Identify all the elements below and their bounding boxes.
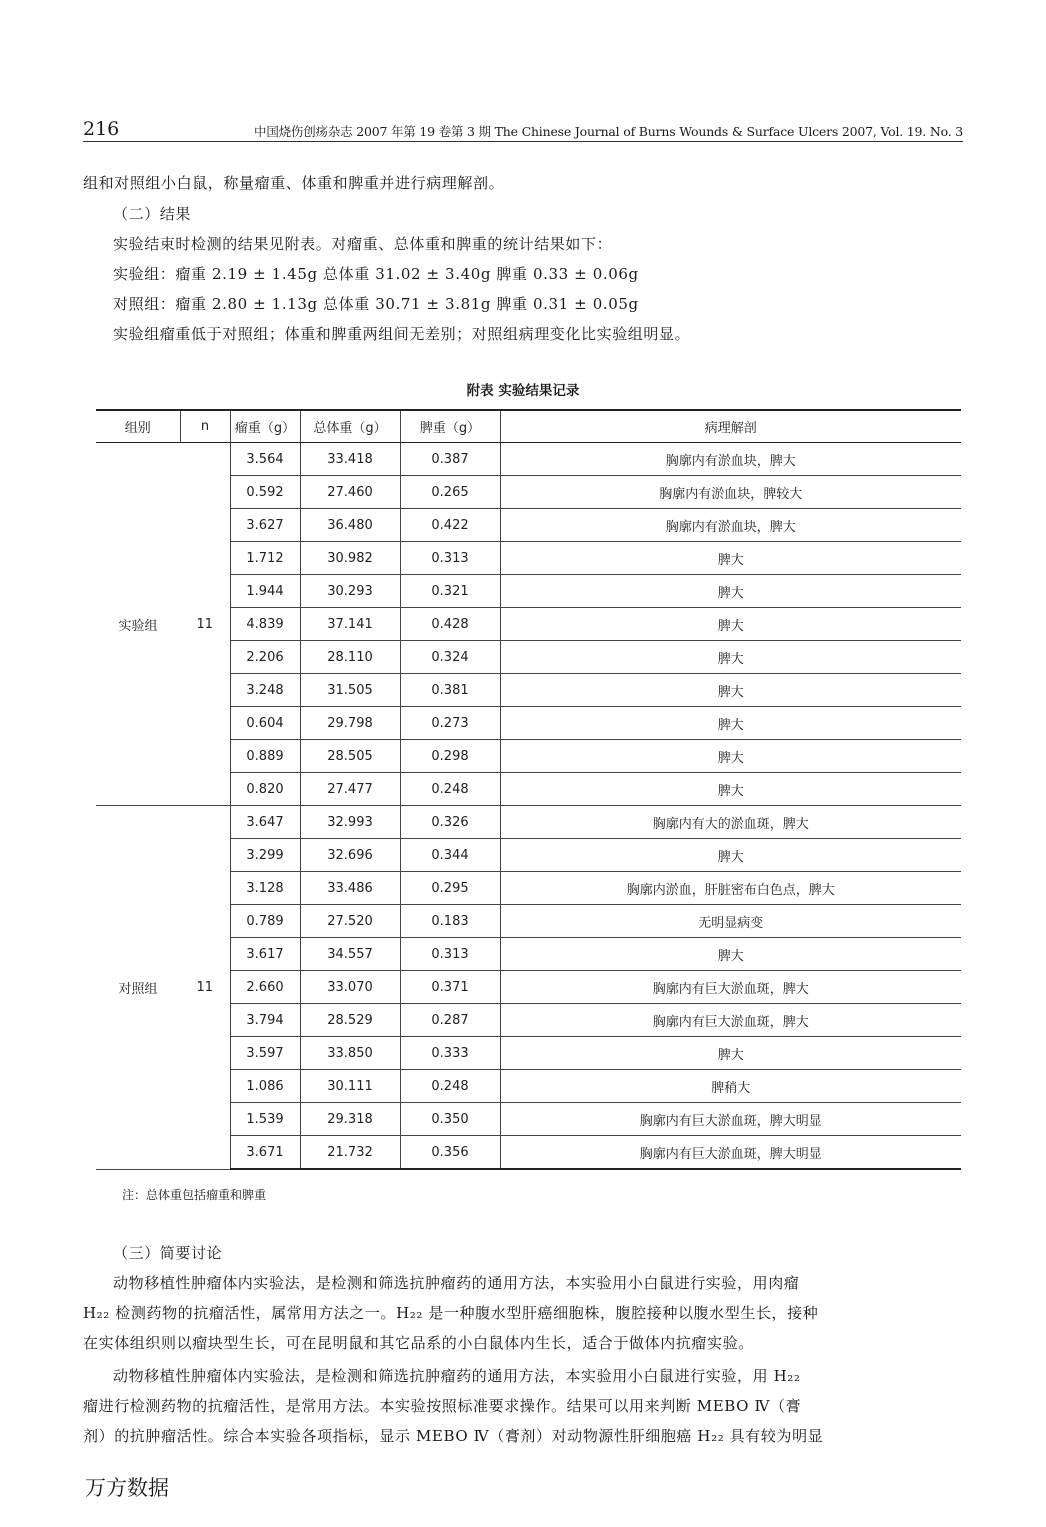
- tumor-weight-cell: 0.889: [230, 740, 300, 773]
- tumor-weight-cell: 3.299: [230, 839, 300, 872]
- paragraph-line: 在实体组织则以瘤块型生长，可在昆明鼠和其它品系的小白鼠体内生长，适合于做体内抗瘤实验。: [83, 1334, 754, 1352]
- paragraph-line: H₂₂ 检测药物的抗瘤活性，属常用方法之一。H₂₂ 是一种腹水型肝癌细胞株，腹腔接种以腹水型生长，接种: [83, 1304, 819, 1322]
- spleen-weight-cell: 0.326: [400, 806, 500, 839]
- body-weight-cell: 30.982: [300, 542, 400, 575]
- pathology-cell: 胸廓内有淤血块，脾大: [500, 443, 961, 476]
- table-body: [96, 443, 961, 1170]
- tumor-weight-cell: 4.839: [230, 608, 300, 641]
- tumor-weight-cell: 3.617: [230, 938, 300, 971]
- table-row: [96, 806, 961, 839]
- spleen-weight-cell: 0.350: [400, 1103, 500, 1136]
- tumor-weight-cell: 3.564: [230, 443, 300, 476]
- table-header-row: [96, 410, 961, 443]
- body-weight-cell: 29.798: [300, 707, 400, 740]
- tumor-weight-cell: 2.206: [230, 641, 300, 674]
- spleen-weight-cell: 0.321: [400, 575, 500, 608]
- spleen-weight-cell: 0.287: [400, 1004, 500, 1037]
- pathology-cell: 无明显病变: [500, 905, 961, 938]
- tumor-weight-cell: 2.660: [230, 971, 300, 1004]
- spleen-weight-cell: 0.183: [400, 905, 500, 938]
- spleen-weight-cell: 0.248: [400, 1070, 500, 1103]
- table-caption: 附表 实验结果记录: [466, 383, 580, 399]
- body-weight-cell: 32.993: [300, 806, 400, 839]
- tumor-weight-cell: 3.128: [230, 872, 300, 905]
- section-heading-discussion: （三）简要讨论: [113, 1244, 223, 1262]
- col-header-group: 组别: [96, 410, 180, 443]
- tumor-weight-cell: 1.539: [230, 1103, 300, 1136]
- col-header-spleen-weight: 脾重（g）: [400, 410, 500, 443]
- body-weight-cell: 28.529: [300, 1004, 400, 1037]
- body-weight-cell: 31.505: [300, 674, 400, 707]
- tumor-weight-cell: 3.794: [230, 1004, 300, 1037]
- page-header: [83, 118, 963, 142]
- table-note: 注：总体重包括瘤重和脾重: [122, 1188, 267, 1202]
- body-weight-cell: 28.110: [300, 641, 400, 674]
- spleen-weight-cell: 0.313: [400, 542, 500, 575]
- paragraph-line: 组和对照组小白鼠，称量瘤重、体重和脾重并进行病理解剖。: [83, 174, 505, 192]
- col-header-n: n: [180, 410, 230, 443]
- body-weight-cell: 37.141: [300, 608, 400, 641]
- spleen-weight-cell: 0.422: [400, 509, 500, 542]
- pathology-cell: 脾大: [500, 707, 961, 740]
- page-number: 216: [83, 118, 120, 140]
- paragraph-line: 实验结束时检测的结果见附表。对瘤重、总体重和脾重的统计结果如下：: [113, 235, 613, 253]
- paragraph-line: 实验组瘤重低于对照组；体重和脾重两组间无差别；对照组病理变化比实验组明显。: [113, 325, 691, 343]
- tumor-weight-cell: 0.789: [230, 905, 300, 938]
- spleen-weight-cell: 0.381: [400, 674, 500, 707]
- pathology-cell: 胸廓内有淤血块，脾大: [500, 509, 961, 542]
- group-n-cell: 11: [180, 806, 230, 1170]
- body-weight-cell: 33.070: [300, 971, 400, 1004]
- pathology-cell: 胸廓内有巨大淤血斑，脾大: [500, 971, 961, 1004]
- body-weight-cell: 30.293: [300, 575, 400, 608]
- pathology-cell: 胸廓内淤血，肝脏密布白色点，脾大: [500, 872, 961, 905]
- spleen-weight-cell: 0.344: [400, 839, 500, 872]
- table-row: [96, 443, 961, 476]
- tumor-weight-cell: 1.944: [230, 575, 300, 608]
- spleen-weight-cell: 0.333: [400, 1037, 500, 1070]
- body-weight-cell: 34.557: [300, 938, 400, 971]
- header-rule: [83, 141, 963, 142]
- spleen-weight-cell: 0.273: [400, 707, 500, 740]
- pathology-cell: 脾大: [500, 1037, 961, 1070]
- pathology-cell: 脾大: [500, 674, 961, 707]
- stats-line-experiment: 实验组：瘤重 2.19 ± 1.45g 总体重 31.02 ± 3.40g 脾重 0.33 ± 0.06g: [113, 265, 639, 283]
- pathology-cell: 胸廓内有淤血块，脾较大: [500, 476, 961, 509]
- body-weight-cell: 32.696: [300, 839, 400, 872]
- spleen-weight-cell: 0.356: [400, 1136, 500, 1170]
- pathology-cell: 脾大: [500, 575, 961, 608]
- col-header-pathology: 病理解剖: [500, 410, 961, 443]
- tumor-weight-cell: 0.820: [230, 773, 300, 806]
- spleen-weight-cell: 0.298: [400, 740, 500, 773]
- results-table: [96, 409, 961, 1170]
- pathology-cell: 脾大: [500, 608, 961, 641]
- col-header-body-weight: 总体重（g）: [300, 410, 400, 443]
- spleen-weight-cell: 0.387: [400, 443, 500, 476]
- pathology-cell: 脾大: [500, 839, 961, 872]
- body-weight-cell: 27.520: [300, 905, 400, 938]
- body-weight-cell: 30.111: [300, 1070, 400, 1103]
- spleen-weight-cell: 0.324: [400, 641, 500, 674]
- group-name-cell: 对照组: [96, 806, 180, 1170]
- group-name-cell: 实验组: [96, 443, 180, 806]
- results-table-container: [96, 409, 961, 1170]
- body-weight-cell: 21.732: [300, 1136, 400, 1170]
- body-weight-cell: 33.418: [300, 443, 400, 476]
- tumor-weight-cell: 0.604: [230, 707, 300, 740]
- group-n-cell: 11: [180, 443, 230, 806]
- paragraph-line: 瘤进行检测药物的抗瘤活性，是常用方法。本实验按照标准要求操作。结果可以用来判断 MEBO Ⅳ（膏: [83, 1397, 802, 1415]
- spleen-weight-cell: 0.248: [400, 773, 500, 806]
- pathology-cell: 脾大: [500, 542, 961, 575]
- body-weight-cell: 27.477: [300, 773, 400, 806]
- body-weight-cell: 33.850: [300, 1037, 400, 1070]
- spleen-weight-cell: 0.371: [400, 971, 500, 1004]
- pathology-cell: 脾大: [500, 740, 961, 773]
- spleen-weight-cell: 0.313: [400, 938, 500, 971]
- stats-line-control: 对照组：瘤重 2.80 ± 1.13g 总体重 30.71 ± 3.81g 脾重 0.31 ± 0.05g: [113, 295, 639, 313]
- body-weight-cell: 28.505: [300, 740, 400, 773]
- spleen-weight-cell: 0.428: [400, 608, 500, 641]
- running-head: 中国烧伤创疡杂志 2007 年第 19 卷第 3 期 The Chinese Journal of Burns Wounds & Surface Ulcers 2007, Vol. 19. No. 3: [254, 124, 963, 139]
- spleen-weight-cell: 0.295: [400, 872, 500, 905]
- body-weight-cell: 29.318: [300, 1103, 400, 1136]
- tumor-weight-cell: 1.712: [230, 542, 300, 575]
- body-weight-cell: 33.486: [300, 872, 400, 905]
- tumor-weight-cell: 0.592: [230, 476, 300, 509]
- tumor-weight-cell: 3.671: [230, 1136, 300, 1170]
- tumor-weight-cell: 3.627: [230, 509, 300, 542]
- spleen-weight-cell: 0.265: [400, 476, 500, 509]
- tumor-weight-cell: 3.248: [230, 674, 300, 707]
- pathology-cell: 脾大: [500, 773, 961, 806]
- pathology-cell: 脾大: [500, 641, 961, 674]
- paragraph-line: 动物移植性肿瘤体内实验法，是检测和筛选抗肿瘤药的通用方法，本实验用小白鼠进行实验，用 H₂₂: [113, 1367, 801, 1385]
- body-weight-cell: 27.460: [300, 476, 400, 509]
- pathology-cell: 脾大: [500, 938, 961, 971]
- tumor-weight-cell: 3.647: [230, 806, 300, 839]
- pathology-cell: 胸廓内有巨大淤血斑，脾大明显: [500, 1136, 961, 1170]
- tumor-weight-cell: 3.597: [230, 1037, 300, 1070]
- paragraph-line: 剂）的抗肿瘤活性。综合本实验各项指标，显示 MEBO Ⅳ（膏剂）对动物源性肝细胞癌 H₂₂ 具有较为明显: [83, 1427, 824, 1445]
- pathology-cell: 胸廓内有巨大淤血斑，脾大: [500, 1004, 961, 1037]
- section-heading-results: （二）结果: [113, 205, 192, 223]
- watermark-text: 万方数据: [85, 1476, 169, 1500]
- paragraph-line: 动物移植性肿瘤体内实验法，是检测和筛选抗肿瘤药的通用方法，本实验用小白鼠进行实验，用肉瘤: [113, 1274, 800, 1292]
- col-header-tumor-weight: 瘤重（g）: [230, 410, 300, 443]
- body-weight-cell: 36.480: [300, 509, 400, 542]
- tumor-weight-cell: 1.086: [230, 1070, 300, 1103]
- pathology-cell: 脾稍大: [500, 1070, 961, 1103]
- pathology-cell: 胸廓内有大的淤血斑，脾大: [500, 806, 961, 839]
- pathology-cell: 胸廓内有巨大淤血斑，脾大明显: [500, 1103, 961, 1136]
